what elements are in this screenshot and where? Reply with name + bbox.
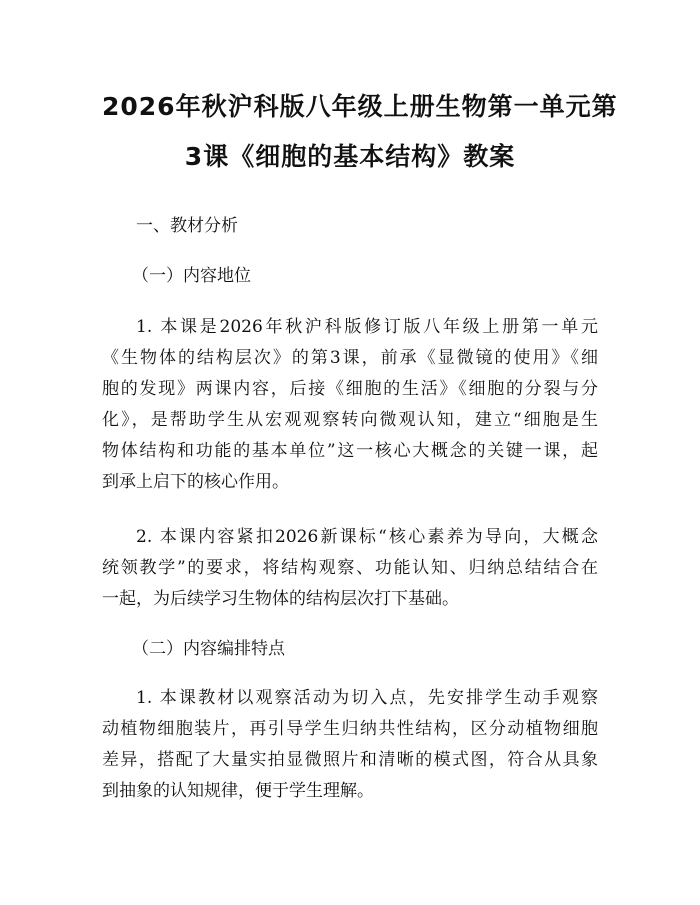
text-line: 2. 本课内容紧扣2026新课标“核心素养为导向，大概念 bbox=[136, 527, 598, 547]
paragraph-arrangement-features-1 bbox=[102, 683, 598, 807]
text-line: 动植物细胞装片，再引导学生归纳共性结构，区分动植物细胞 bbox=[102, 719, 598, 739]
title-line-2: 3课《细胞的基本结构》教案 bbox=[184, 142, 516, 171]
section-heading-teaching-material-analysis: 一、教材分析 bbox=[136, 216, 238, 236]
text-line: 到承上启下的核心作用。 bbox=[102, 472, 289, 492]
paragraph-content-position-1 bbox=[102, 312, 598, 498]
text-line: 差异，搭配了大量实拍显微照片和清晰的模式图，符合从具象 bbox=[102, 750, 598, 770]
document-title bbox=[102, 82, 618, 182]
text-line: 化》，是帮助学生从宏观观察转向微观认知，建立“细胞是生 bbox=[102, 410, 598, 430]
text-line: 1. 本课教材以观察活动为切入点，先安排学生动手观察 bbox=[136, 688, 598, 708]
subsection-heading-arrangement-features: （二）内容编排特点 bbox=[132, 639, 285, 659]
text-line: 一起，为后续学习生物体的结构层次打下基础。 bbox=[102, 589, 459, 609]
subsection-heading-content-position: （一）内容地位 bbox=[132, 266, 251, 286]
text-line: 胞的发现》两课内容，后接《细胞的生活》《细胞的分裂与分 bbox=[102, 379, 598, 399]
title-line-1: 2026年秋沪科版八年级上册生物第一单元第 bbox=[102, 92, 618, 121]
text-line: 到抽象的认知规律，便于学生理解。 bbox=[102, 781, 374, 801]
text-line: 物体结构和功能的基本单位”这一核心大概念的关键一课，起 bbox=[102, 441, 598, 461]
text-line: 1. 本课是2026年秋沪科版修订版八年级上册第一单元 bbox=[136, 317, 598, 337]
text-line: 统领教学”的要求，将结构观察、功能认知、归纳总结结合在 bbox=[102, 558, 598, 578]
text-line: 《生物体的结构层次》的第3课，前承《显微镜的使用》《细 bbox=[102, 348, 598, 368]
paragraph-content-position-2 bbox=[102, 522, 598, 615]
